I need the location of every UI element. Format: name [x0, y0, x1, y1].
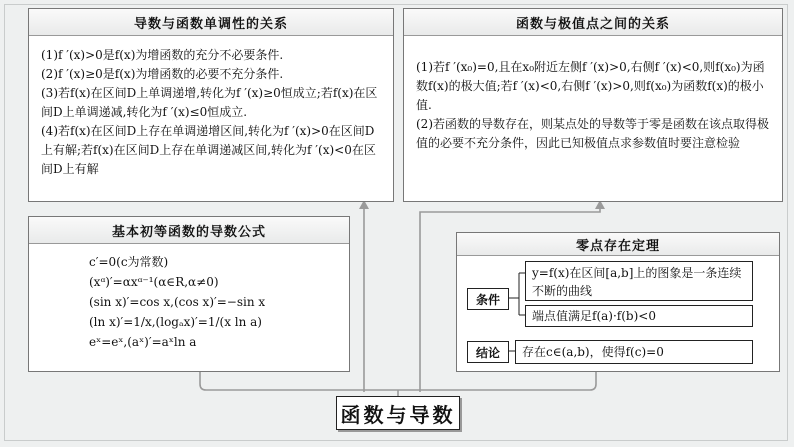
formula-exp: eˣ=eˣ,(aˣ)′=aˣln a	[89, 335, 197, 349]
zero-theorem-box	[456, 232, 780, 372]
formula-log: (ln x)′=1/x,(logₐx)′=1/(x ln a)	[89, 315, 262, 329]
monotonicity-body	[29, 36, 393, 183]
main-title: 函数与导数	[336, 396, 460, 430]
condition-label: 条件	[467, 288, 509, 310]
condition-continuous: y=f(x)在区间[a,b]上的图象是一条连续不断的曲线	[525, 261, 753, 301]
formula-trig: (sin x)′=cos x,(cos x)′=−sin x	[89, 295, 266, 309]
extremum-body	[404, 36, 782, 157]
monotonicity-title: 导数与函数单调性的关系	[29, 9, 393, 36]
extremum-box	[403, 8, 783, 202]
formulas-title: 基本初等函数的导数公式	[29, 217, 349, 244]
formulas-box	[28, 216, 350, 372]
extremum-item-2: (2)若函数的导数存在，则某点处的导数等于零是函数在该点取得极值的必要不充分条件，因此已知极值点求参数值时要注意检验	[416, 117, 770, 150]
monotonicity-item-4: (4)若f(x)在区间D上存在单调递增区间,转化为f ′(x)>0在区间D上有解;若f(x)在区间D上存在单调递减区间,转化为f ′(x)<0在区间D上有解	[41, 124, 376, 176]
condition-endpoint: 端点值满足f(a)·f(b)<0	[525, 305, 753, 327]
monotonicity-item-1: (1)f ′(x)>0是f(x)为增函数的充分不必要条件.	[41, 48, 284, 62]
monotonicity-item-3: (3)若f(x)在区间D上单调递增,转化为f ′(x)≥0恒成立;若f(x)在区间D上单调递减,转化为f ′(x)≤0恒成立.	[41, 86, 378, 119]
zero-theorem-title: 零点存在定理	[457, 233, 779, 256]
monotonicity-box	[28, 8, 394, 202]
formula-power: (xᵅ)′=αxᵅ⁻¹(α∈R,α≠0)	[89, 275, 219, 289]
extremum-item-1: (1)若f ′(x₀)=0,且在x₀附近左侧f ′(x)>0,右侧f ′(x)<0,则f(x₀)为函数f(x)的极大值;若f ′(x)<0,右侧f ′(x)>0,则f(x₀)为函数f(x)的极小值.	[416, 60, 765, 112]
conclusion-label: 结论	[467, 341, 509, 363]
monotonicity-item-2: (2)f ′(x)≥0是f(x)为增函数的必要不充分条件.	[41, 67, 284, 81]
extremum-title: 函数与极值点之间的关系	[404, 9, 782, 36]
formula-constant: c′=0(c为常数)	[89, 255, 169, 269]
formulas-body	[29, 244, 349, 356]
conclusion-text: 存在c∈(a,b)，使得f(c)=0	[515, 340, 753, 364]
